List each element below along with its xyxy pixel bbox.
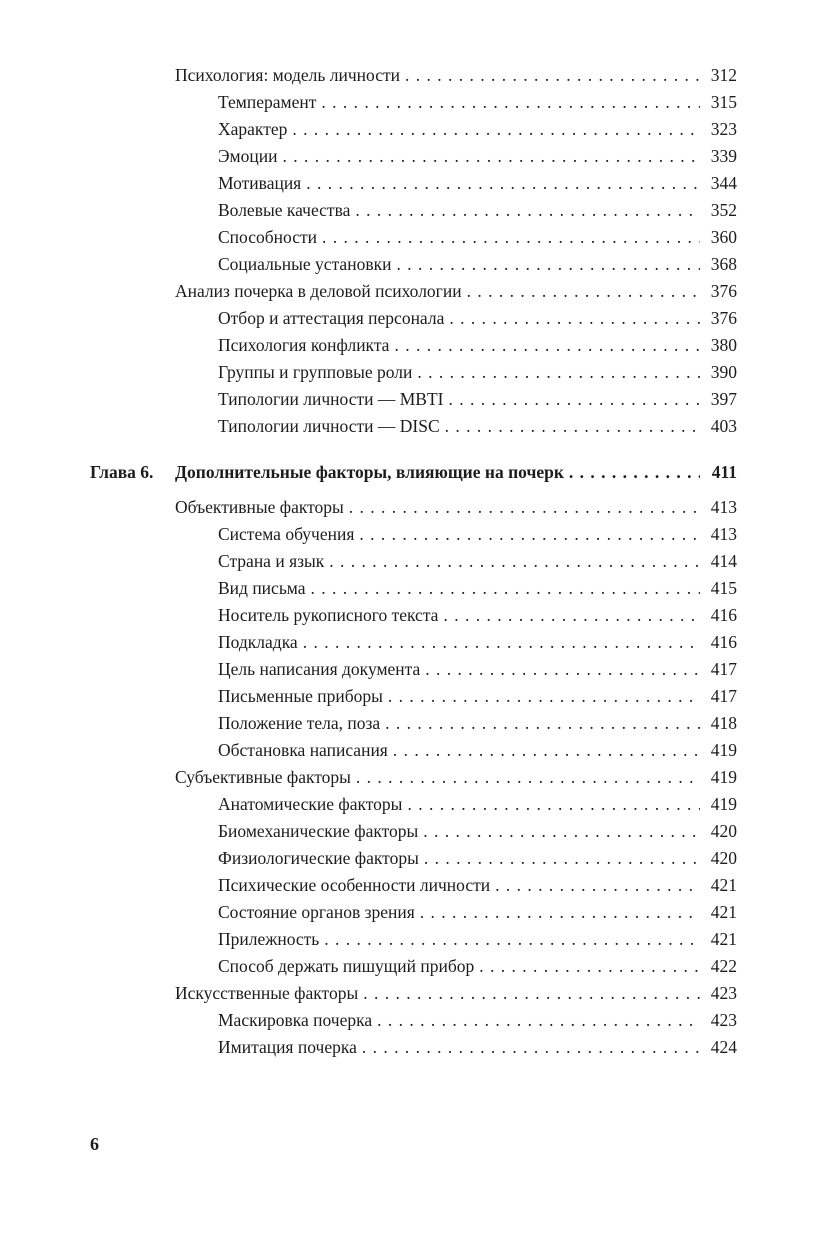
dot-leader	[393, 737, 700, 764]
dot-leader	[303, 629, 700, 656]
toc-entry-page: 417	[710, 659, 737, 679]
toc-entry-title: Анатомические факторы	[218, 794, 403, 814]
toc-entry-row	[90, 548, 737, 575]
table-of-contents	[90, 62, 737, 1061]
dot-leader	[405, 62, 700, 89]
toc-entry-title: Мотивация	[218, 173, 302, 193]
toc-entry-title: Обстановка написания	[218, 740, 388, 760]
toc-chapter-label: Глава 6.	[90, 462, 154, 482]
toc-entry-title: Психология конфликта	[218, 335, 390, 355]
dot-leader	[420, 899, 700, 926]
toc-entry-title: Цель написания документа	[218, 659, 421, 679]
toc-entry-title: Группы и групповые роли	[218, 362, 413, 382]
toc-entry-page: 415	[710, 578, 737, 598]
toc-entry-page: 323	[710, 119, 737, 139]
toc-entry-title: Прилежность	[218, 929, 320, 949]
toc-entry-row	[90, 116, 737, 143]
toc-entry-title: Маскировка почерка	[218, 1010, 373, 1030]
toc-entry-title: Психология: модель личности	[175, 65, 400, 85]
dot-leader	[445, 413, 700, 440]
dot-leader	[377, 1007, 700, 1034]
toc-entry-title: Психические особенности личности	[218, 875, 491, 895]
toc-entry-title: Искусственные факторы	[175, 983, 359, 1003]
dot-leader	[322, 224, 700, 251]
toc-entry-title: Отбор и аттестация персонала	[218, 308, 445, 328]
dot-leader	[495, 872, 700, 899]
toc-entry-page: 421	[710, 929, 737, 949]
dot-leader	[362, 1034, 700, 1061]
dot-leader	[388, 683, 700, 710]
toc-entry-row	[90, 170, 737, 197]
toc-entry-page: 360	[710, 227, 737, 247]
toc-entry-row	[90, 791, 737, 818]
toc-entry-row	[90, 359, 737, 386]
toc-entry-row	[90, 872, 737, 899]
toc-entry-title: Положение тела, поза	[218, 713, 381, 733]
toc-entry-title: Способности	[218, 227, 317, 247]
toc-entry-title: Характер	[218, 119, 288, 139]
toc-entry-page: 376	[710, 308, 737, 328]
toc-entry-page: 380	[710, 335, 737, 355]
toc-entry-page: 411	[711, 462, 737, 482]
dot-leader	[282, 143, 700, 170]
toc-entry-page: 423	[710, 983, 737, 1003]
toc-entry-row	[90, 926, 737, 953]
toc-entry-page: 413	[710, 524, 737, 544]
toc-entry-page: 420	[710, 848, 737, 868]
toc-entry-title: Вид письма	[218, 578, 306, 598]
dot-leader	[449, 305, 700, 332]
page-number: 6	[90, 1134, 99, 1154]
toc-entry-title: Способ держать пишущий прибор	[218, 956, 475, 976]
dot-leader	[306, 170, 700, 197]
toc-entry-title: Подкладка	[218, 632, 298, 652]
dot-leader	[425, 656, 700, 683]
toc-entry-row	[90, 899, 737, 926]
toc-entry-page: 413	[710, 497, 737, 517]
toc-entry-row	[90, 413, 737, 440]
dot-leader	[385, 710, 700, 737]
toc-entry-title: Дополнительные факторы, влияющие на почерк	[175, 462, 564, 482]
toc-entry-row	[90, 278, 737, 305]
toc-entry-row	[90, 845, 737, 872]
toc-entry-page: 376	[710, 281, 737, 301]
toc-entry-row	[90, 656, 737, 683]
toc-entry-title: Система обучения	[218, 524, 355, 544]
toc-entry-page: 420	[710, 821, 737, 841]
dot-leader	[417, 359, 700, 386]
toc-entry-page: 419	[710, 740, 737, 760]
toc-entry-row	[90, 305, 737, 332]
toc-entry-page: 422	[710, 956, 737, 976]
toc-entry-title: Письменные приборы	[218, 686, 383, 706]
dot-leader	[443, 602, 700, 629]
dot-leader	[363, 980, 700, 1007]
toc-entry-row	[90, 980, 737, 1007]
toc-entry-page: 416	[710, 605, 737, 625]
toc-entry-row	[90, 197, 737, 224]
toc-entry-row	[90, 1007, 737, 1034]
toc-entry-page: 397	[710, 389, 737, 409]
toc-entry-page: 352	[710, 200, 737, 220]
toc-entry-title: Физиологические факторы	[218, 848, 419, 868]
toc-entry-row	[90, 710, 737, 737]
toc-entry-row	[90, 953, 737, 980]
toc-entry-page: 312	[710, 65, 737, 85]
dot-leader	[355, 197, 700, 224]
dot-leader	[329, 548, 700, 575]
toc-entry-page: 403	[710, 416, 737, 436]
toc-entry-row	[90, 629, 737, 656]
toc-entry-page: 421	[710, 902, 737, 922]
toc-entry-row	[90, 818, 737, 845]
toc-entry-row	[90, 251, 737, 278]
toc-entry-title: Эмоции	[218, 146, 278, 166]
toc-entry-title: Биомеханические факторы	[218, 821, 419, 841]
toc-entry-title: Темперамент	[218, 92, 317, 112]
toc-entry-page: 423	[710, 1010, 737, 1030]
dot-leader	[311, 575, 700, 602]
toc-chapter-row	[90, 459, 737, 486]
toc-entry-title: Страна и язык	[218, 551, 325, 571]
toc-entry-row	[90, 89, 737, 116]
toc-entry-row	[90, 683, 737, 710]
toc-entry-page: 416	[710, 632, 737, 652]
toc-entry-row	[90, 62, 737, 89]
toc-entry-page: 315	[710, 92, 737, 112]
toc-entry-row	[90, 224, 737, 251]
toc-entry-title: Субъективные факторы	[175, 767, 351, 787]
dot-leader	[359, 521, 700, 548]
toc-entry-page: 368	[710, 254, 737, 274]
dot-leader	[569, 459, 700, 486]
toc-entry-row	[90, 332, 737, 359]
toc-entry-title: Типологии личности — MBTI	[218, 389, 444, 409]
toc-entry-row	[90, 575, 737, 602]
dot-leader	[479, 953, 700, 980]
toc-entry-page: 344	[710, 173, 737, 193]
toc-entry-row	[90, 737, 737, 764]
toc-entry-title: Волевые качества	[218, 200, 351, 220]
toc-entry-title: Объективные факторы	[175, 497, 344, 517]
toc-entry-row	[90, 386, 737, 413]
toc-entry-page: 417	[710, 686, 737, 706]
toc-entry-page: 419	[710, 767, 737, 787]
dot-leader	[407, 791, 700, 818]
dot-leader	[396, 251, 700, 278]
dot-leader	[467, 278, 700, 305]
dot-leader	[321, 89, 700, 116]
toc-entry-row	[90, 521, 737, 548]
toc-entry-row	[90, 143, 737, 170]
toc-entry-page: 421	[710, 875, 737, 895]
toc-entry-title: Социальные установки	[218, 254, 392, 274]
toc-entry-page: 419	[710, 794, 737, 814]
toc-entry-title: Типологии личности — DISC	[218, 416, 440, 436]
dot-leader	[449, 386, 700, 413]
toc-entry-page: 390	[710, 362, 737, 382]
dot-leader	[349, 494, 700, 521]
toc-entry-page: 414	[710, 551, 737, 571]
toc-entry-title: Носитель рукописного текста	[218, 605, 439, 625]
dot-leader	[324, 926, 700, 953]
dot-leader	[394, 332, 700, 359]
dot-leader	[356, 764, 700, 791]
toc-entry-title: Состояние органов зрения	[218, 902, 415, 922]
toc-entry-row	[90, 1034, 737, 1061]
toc-entry-row	[90, 602, 737, 629]
toc-entry-row	[90, 764, 737, 791]
toc-entry-title: Анализ почерка в деловой психологии	[175, 281, 462, 301]
dot-leader	[423, 818, 700, 845]
toc-entry-page: 418	[710, 713, 737, 733]
toc-entry-page: 424	[710, 1037, 737, 1057]
dot-leader	[424, 845, 700, 872]
toc-entry-row	[90, 494, 737, 521]
toc-entry-title: Имитация почерка	[218, 1037, 357, 1057]
dot-leader	[292, 116, 700, 143]
toc-entry-page: 339	[710, 146, 737, 166]
